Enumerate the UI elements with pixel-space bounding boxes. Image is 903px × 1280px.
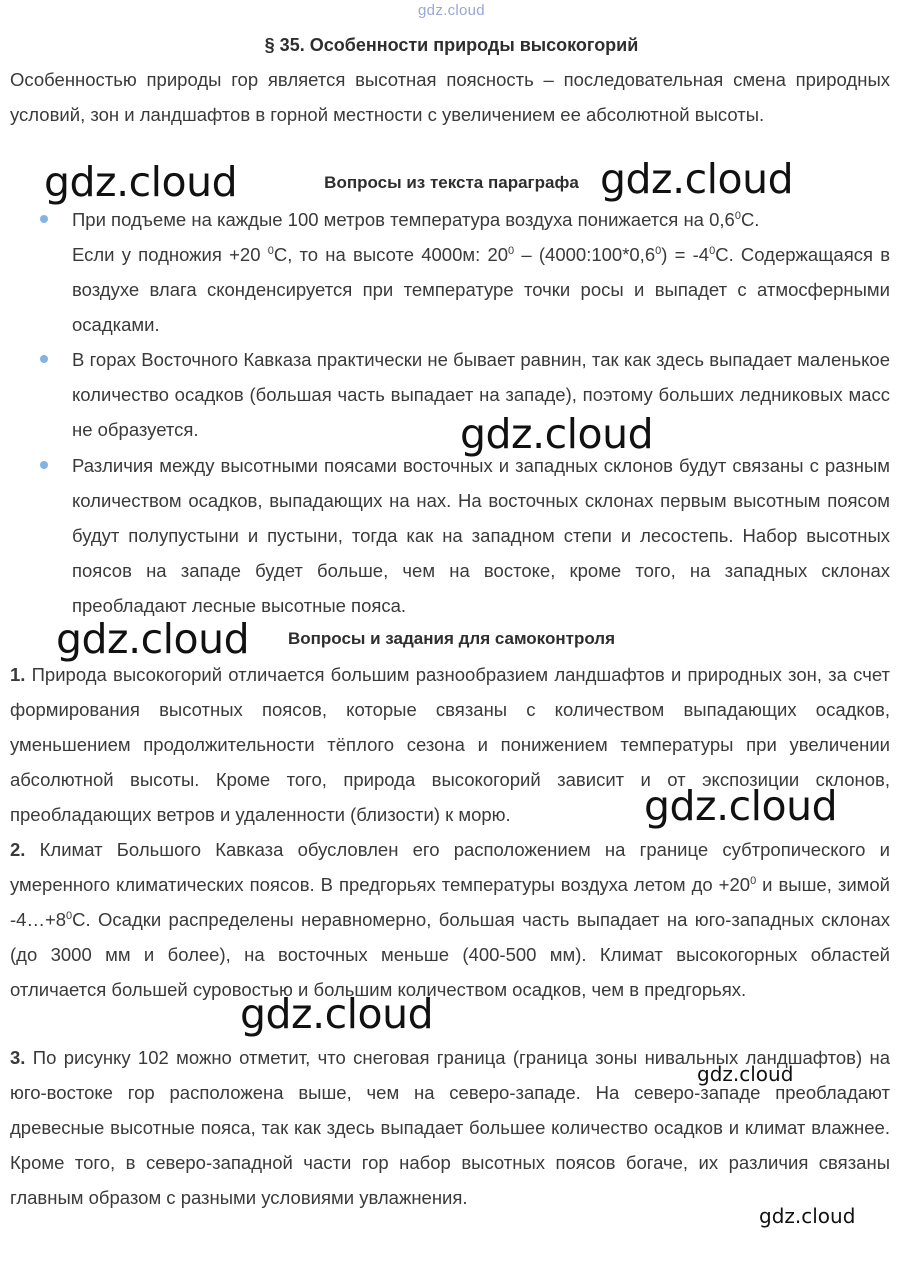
bullet-text: С. — [740, 209, 760, 230]
degree-sup: 0 — [267, 245, 274, 257]
degree-sup: 0 — [508, 245, 515, 257]
degree-sup: 0 — [734, 210, 741, 222]
watermark: gdz.cloud — [56, 615, 250, 663]
degree-sup: 0 — [709, 245, 716, 257]
answer-text: и выше, зимой -4…+8 — [10, 874, 890, 930]
bullet-text: – (4000:100*0,6 — [514, 244, 656, 265]
answer-text: Природа высокогорий отличается большим разнообразием ландшафтов и природных зон, за счет формирования высотных поясов, которые связаны с количеством выпадающих осадков, уменьшением продолжительности тёплого сезона и понижением температуры при увеличении абсолютной высоты. Кроме того, природа высокогорий зависит и от экспозиции склонов, преобладающих ветров и удаленности (близости) к морю. — [10, 664, 890, 825]
bullet-dot — [40, 215, 48, 223]
watermark: gdz.cloud — [44, 158, 238, 206]
top-watermark: gdz.cloud — [418, 2, 485, 19]
bullet-item-slope-differences: Различия между высотными поясами восточных и западных склонов будут связаны с разным количеством осадков, выпадающих на нах. На восточных склонах первым высотным поясом будут полупустыни и пустыни, тогда как на западном степи и лесостепь. Набор высотных поясов на западе будет больше, чем на востоке, кроме того, на западных склонах преобладают лесные высотные пояса. — [72, 455, 890, 616]
section-heading-self-control: Вопросы и задания для самоконтроля — [287, 629, 616, 648]
section-heading-text-questions: Вопросы из текста параграфа — [324, 173, 579, 192]
answer-text: По рисунку 102 можно отметит, что снеговая граница (граница зоны нивальных ландшафтов) на юго-востоке гор расположена выше, чем на северо-западе. На северо-западе преобладают древесные высотные пояса, так как здесь выпадает большее количество осадков и климат влажнее. Кроме того, в северо-западной части гор набор высотных поясов богаче, их различия связаны главным образом с разными условиями увлажнения. — [10, 1047, 890, 1208]
bullet-item-temperature — [72, 202, 890, 342]
answer-number: 2. — [10, 839, 26, 860]
bullet-dot — [40, 355, 48, 363]
answer-text: С. Осадки распределены неравномерно, большая часть выпадает на юго-западных склонах (до 3000 мм и более), на восточных меньше (400-500 мм). Климат высокогорных областей отличается большей суровостью и большим количеством осадков, чем в предгорьях. — [10, 909, 890, 1000]
watermark: gdz.cloud — [460, 410, 654, 458]
answer-number: 1. — [10, 664, 26, 685]
degree-sup: 0 — [66, 910, 73, 922]
watermark: gdz.cloud — [240, 990, 434, 1038]
bullet-text: ) = -4 — [661, 244, 710, 265]
watermark: gdz.cloud — [600, 155, 794, 203]
bullet-text: С. Содержащаяся в воздухе влага сконденсируется при температуре точки росы и выпадет с атмосферными осадками. — [72, 244, 891, 335]
degree-sup: 0 — [655, 245, 662, 257]
bullet-dot — [40, 461, 48, 469]
intro-paragraph: Особенностью природы гор является высотная поясность – последовательная смена природных условий, зон и ландшафтов в горной местности с увеличением ее абсолютной высоты. — [10, 69, 890, 125]
watermark: gdz.cloud — [644, 782, 838, 830]
bullet-text: При подъеме на каждые 100 метров температура воздуха понижается на 0,6 — [72, 209, 735, 230]
page-title: § 35. Особенности природы высокогорий — [264, 35, 639, 55]
bullet-text: Если у подножия +20 — [72, 244, 268, 265]
watermark: gdz.cloud — [759, 1204, 856, 1228]
answer-2 — [10, 832, 890, 1007]
answer-number: 3. — [10, 1047, 26, 1068]
degree-sup: 0 — [750, 875, 757, 887]
bullet-text: С, то на высоте 4000м: 20 — [273, 244, 509, 265]
watermark: gdz.cloud — [697, 1062, 794, 1086]
bullet-item-east-caucasus: В горах Восточного Кавказа практически не бывает равнин, так как здесь выпадает маленькое количество осадков (большая часть выпадает на западе), поэтому больших ледниковых масс не образуется. — [72, 349, 890, 440]
answer-text: Климат Большого Кавказа обусловлен его расположением на границе субтропического и умеренного климатических поясов. В предгорьях температуры воздуха летом до +20 — [10, 839, 890, 895]
